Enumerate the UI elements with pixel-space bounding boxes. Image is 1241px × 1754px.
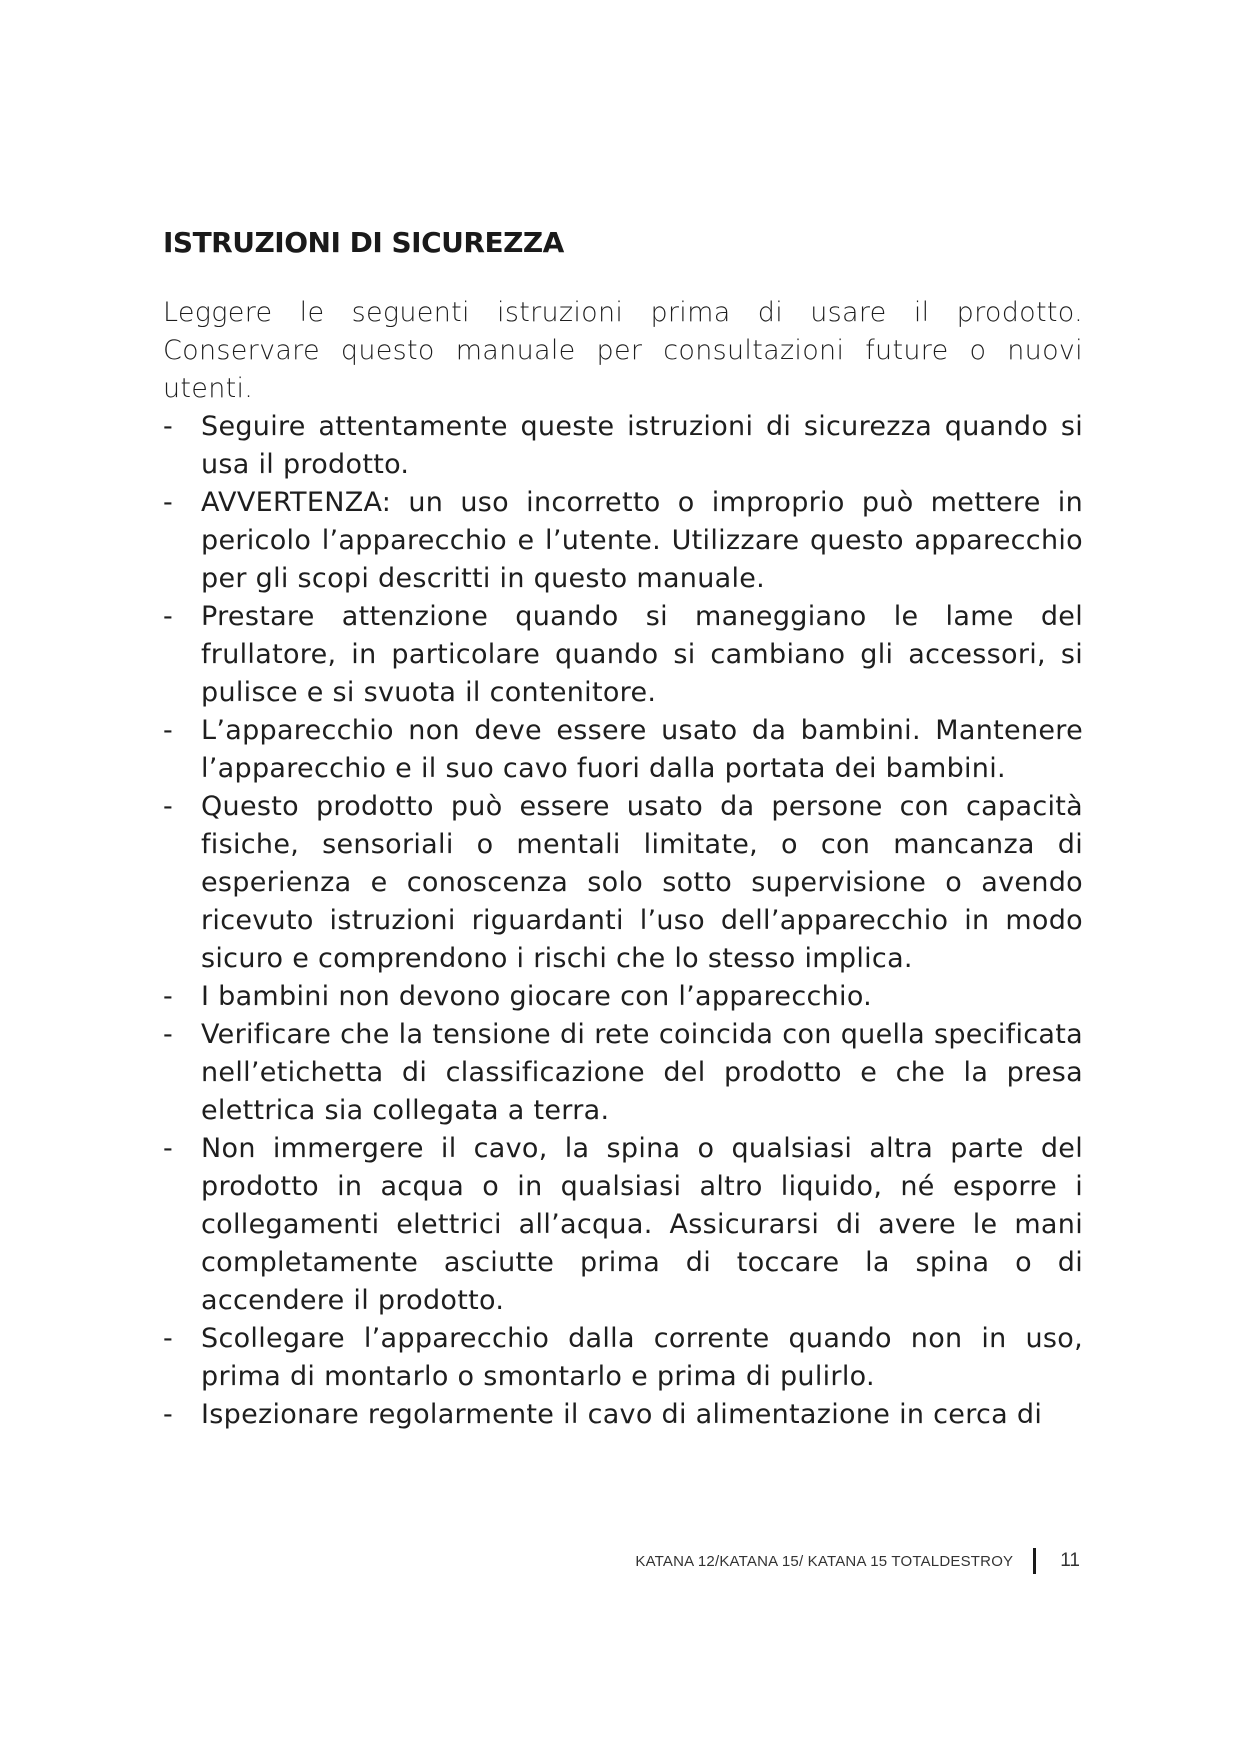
list-item-text: Verificare che la tensione di rete coincida con quella specificata nell’etichetta di classificazione del prodotto e che la presa elettrica sia collegata a terra. <box>201 1019 1083 1126</box>
list-item <box>163 1396 1083 1434</box>
intro-paragraph: Leggere le seguenti istruzioni prima di usare il prodotto. Conservare questo manuale per consultazioni future o nuovi utenti. <box>163 297 1083 404</box>
bullet-dash: - <box>163 981 174 1012</box>
list-item <box>163 712 1083 788</box>
page-number: 11 <box>1060 1550 1080 1571</box>
list-item-text: Ispezionare regolarmente il cavo di alimentazione in cerca di <box>201 1399 1043 1430</box>
list-item <box>163 978 1083 1016</box>
list-item-text: L’apparecchio non deve essere usato da bambini. Mantenere l’apparecchio e il suo cavo fuori dalla portata dei bambini. <box>201 715 1083 784</box>
list-item <box>163 484 1083 598</box>
footer-divider <box>1033 1548 1036 1574</box>
section-title: ISTRUZIONI DI SICUREZZA <box>163 226 564 259</box>
bullet-dash: - <box>163 411 174 442</box>
list-item-text: Questo prodotto può essere usato da persone con capacità fisiche, sensoriali o mentali limitate, o con mancanza di esperienza e conoscenza solo sotto supervisione o avendo ricevuto istruzioni riguardanti l’uso dell’apparecchio in modo sicuro e comprendono i rischi che lo stesso implica. <box>201 791 1083 974</box>
bullet-dash: - <box>163 487 174 518</box>
bullet-dash: - <box>163 1019 174 1050</box>
list-item-text: I bambini non devono giocare con l’apparecchio. <box>201 981 873 1012</box>
list-item-text: Non immergere il cavo, la spina o qualsiasi altra parte del prodotto in acqua o in qualsiasi altro liquido, né esporre i collegamenti elettrici all’acqua. Assicurarsi di avere le mani completamente asciutte prima di toccare la spina o di accendere il prodotto. <box>201 1133 1083 1316</box>
list-item <box>163 408 1083 484</box>
list-item <box>163 598 1083 712</box>
list-item <box>163 1320 1083 1396</box>
bullet-dash: - <box>163 715 174 746</box>
bullet-dash: - <box>163 1323 174 1354</box>
safety-instructions-list <box>163 408 1083 1434</box>
list-item <box>163 1016 1083 1130</box>
bullet-dash: - <box>163 1133 174 1164</box>
bullet-dash: - <box>163 601 174 632</box>
page-footer <box>560 1546 1080 1576</box>
list-item-text: AVVERTENZA: un uso incorretto o improprio può mettere in pericolo l’apparecchio e l’utente. Utilizzare questo apparecchio per gli scopi descritti in questo manuale. <box>201 487 1083 594</box>
list-item-text: Seguire attentamente queste istruzioni di sicurezza quando si usa il prodotto. <box>201 411 1083 480</box>
bullet-dash: - <box>163 791 174 822</box>
list-item <box>163 788 1083 978</box>
list-item-text: Prestare attenzione quando si maneggiano le lame del frullatore, in particolare quando si cambiano gli accessori, si pulisce e si svuota il contenitore. <box>201 601 1083 708</box>
footer-model-name: KATANA 12/KATANA 15/ KATANA 15 TOTALDESTROY <box>635 1552 1014 1570</box>
list-item <box>163 1130 1083 1320</box>
safety-section <box>163 226 1083 1434</box>
bullet-dash: - <box>163 1399 174 1430</box>
list-item-text: Scollegare l’apparecchio dalla corrente quando non in uso, prima di montarlo o smontarlo e prima di pulirlo. <box>201 1323 1083 1392</box>
